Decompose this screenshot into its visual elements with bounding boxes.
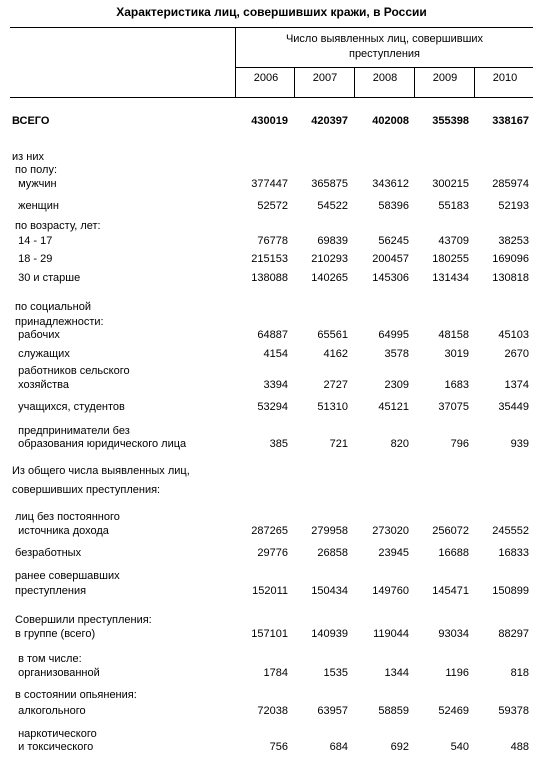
header-bottom-rule xyxy=(10,97,533,98)
cell-2010: 818 xyxy=(510,667,529,679)
cell-2006: 287265 xyxy=(251,525,288,537)
row-label: по социальной xyxy=(12,301,91,313)
cell-2009: 43709 xyxy=(438,235,469,247)
row-label: организованной xyxy=(12,667,100,679)
cell-2007: 140939 xyxy=(311,628,348,640)
row-label: служащих xyxy=(12,348,70,360)
row-label: источника дохода xyxy=(12,525,109,537)
column-group-label-line: преступления xyxy=(348,48,421,60)
cell-2008: 692 xyxy=(390,741,409,753)
cell-2009: 145471 xyxy=(432,585,469,597)
cell-2006: 756 xyxy=(269,741,288,753)
cell-2010: 59378 xyxy=(498,705,529,717)
cell-2008: 58859 xyxy=(378,705,409,717)
cell-2010: 245552 xyxy=(492,525,529,537)
cell-2006: 29776 xyxy=(257,547,288,559)
cell-2008: 2309 xyxy=(384,379,409,391)
year-divider xyxy=(354,67,355,97)
cell-2010: 52193 xyxy=(498,200,529,212)
cell-2007: 63957 xyxy=(317,705,348,717)
row-label: принадлежности: xyxy=(12,316,104,328)
cell-2008: 200457 xyxy=(372,253,409,265)
row-label: по возрасту, лет: xyxy=(12,220,101,232)
cell-2009: 93034 xyxy=(438,628,469,640)
cell-2008: 56245 xyxy=(378,235,409,247)
cell-2009: 52469 xyxy=(438,705,469,717)
cell-2007: 150434 xyxy=(311,585,348,597)
column-group-label-line: Число выявленных лиц, совершивших xyxy=(285,33,484,45)
cell-2006: 430019 xyxy=(251,115,288,127)
cell-2010: 45103 xyxy=(498,329,529,341)
cell-2007: 365875 xyxy=(311,178,348,190)
row-label: и токсического xyxy=(12,741,94,753)
row-label: 18 - 29 xyxy=(12,253,53,265)
row-label: женщин xyxy=(12,200,59,212)
cell-2010: 2670 xyxy=(504,348,529,360)
cell-2009: 3019 xyxy=(444,348,469,360)
cell-2008: 273020 xyxy=(372,525,409,537)
cell-2007: 2727 xyxy=(323,379,348,391)
cell-2007: 210293 xyxy=(311,253,348,265)
row-label: Совершили преступления: xyxy=(12,614,152,626)
cell-2010: 338167 xyxy=(492,115,529,127)
cell-2006: 377447 xyxy=(251,178,288,190)
row-label: алкогольного xyxy=(12,705,86,717)
cell-2007: 721 xyxy=(329,438,348,450)
cell-2006: 152011 xyxy=(252,585,288,597)
cell-2009: 180255 xyxy=(432,253,469,265)
table-title: Характеристика лиц, совершивших кражи, в России xyxy=(116,5,427,19)
cell-2009: 131434 xyxy=(432,272,469,284)
cell-2007: 684 xyxy=(329,741,348,753)
cell-2009: 1196 xyxy=(445,667,469,679)
cell-2007: 26858 xyxy=(317,547,348,559)
cell-2008: 58396 xyxy=(378,200,409,212)
cell-2006: 1784 xyxy=(263,667,288,679)
row-label: работников сельского xyxy=(12,365,130,377)
year-header: 2010 xyxy=(492,72,518,84)
cell-2008: 45121 xyxy=(378,401,409,413)
cell-2006: 72038 xyxy=(257,705,288,717)
cell-2007: 279958 xyxy=(311,525,348,537)
cell-2006: 52572 xyxy=(257,200,288,212)
cell-2006: 215153 xyxy=(251,253,288,265)
cell-2009: 300215 xyxy=(432,178,469,190)
cell-2007: 420397 xyxy=(311,115,348,127)
cell-2006: 4154 xyxy=(263,348,288,360)
row-label: образования юридического лица xyxy=(12,438,187,450)
row-label: из них xyxy=(12,151,44,163)
row-label: в состоянии опьянения: xyxy=(12,689,137,701)
row-label: наркотического xyxy=(12,728,97,740)
cell-2009: 55183 xyxy=(438,200,469,212)
cell-2008: 3578 xyxy=(384,348,409,360)
cell-2009: 355398 xyxy=(432,115,469,127)
cell-2006: 64887 xyxy=(257,329,288,341)
cell-2007: 4162 xyxy=(323,348,348,360)
cell-2009: 1683 xyxy=(444,379,469,391)
cell-2008: 64995 xyxy=(378,329,409,341)
cell-2008: 343612 xyxy=(372,178,409,190)
cell-2008: 1344 xyxy=(384,667,409,679)
cell-2010: 150899 xyxy=(492,585,529,597)
column-group-label xyxy=(236,32,533,62)
cell-2006: 3394 xyxy=(263,379,288,391)
cell-2009: 37075 xyxy=(438,401,469,413)
row-label: по полу: xyxy=(12,164,57,176)
cell-2007: 69839 xyxy=(317,235,348,247)
year-header: 2006 xyxy=(253,72,279,84)
row-label: 14 - 17 xyxy=(12,235,53,247)
table-header xyxy=(10,27,533,98)
row-label: Из общего числа выявленных лиц, xyxy=(12,465,190,477)
year-divider xyxy=(414,67,415,97)
row-label: ранее совершавших xyxy=(12,570,120,582)
year-header: 2008 xyxy=(372,72,398,84)
cell-2006: 138088 xyxy=(251,272,288,284)
cell-2009: 796 xyxy=(450,438,469,450)
row-label: ВСЕГО xyxy=(12,115,50,127)
year-divider xyxy=(474,67,475,97)
header-mid-rule xyxy=(235,67,533,68)
row-label: в том числе: xyxy=(12,653,82,665)
cell-2006: 76778 xyxy=(257,235,288,247)
row-label: лиц без постоянного xyxy=(12,511,120,523)
cell-2007: 54522 xyxy=(317,200,348,212)
cell-2008: 23945 xyxy=(378,547,409,559)
cell-2010: 488 xyxy=(510,741,529,753)
row-label: учащихся, студентов xyxy=(12,401,125,413)
cell-2010: 16833 xyxy=(498,547,529,559)
cell-2010: 130818 xyxy=(492,272,529,284)
row-label: 30 и старше xyxy=(12,272,81,284)
cell-2008: 119044 xyxy=(373,628,409,640)
cell-2010: 35449 xyxy=(498,401,529,413)
row-label: совершивших преступления: xyxy=(12,484,161,496)
cell-2009: 16688 xyxy=(438,547,469,559)
row-label: безработных xyxy=(12,547,82,559)
cell-2008: 402008 xyxy=(372,115,409,127)
cell-2007: 51310 xyxy=(317,401,348,413)
cell-2008: 149760 xyxy=(372,585,409,597)
row-label: хозяйства xyxy=(12,379,70,391)
cell-2007: 1535 xyxy=(323,667,348,679)
cell-2010: 169096 xyxy=(492,253,529,265)
cell-2010: 38253 xyxy=(498,235,529,247)
cell-2009: 540 xyxy=(450,741,469,753)
header-top-rule xyxy=(10,27,533,28)
cell-2007: 140265 xyxy=(311,272,348,284)
row-label: мужчин xyxy=(12,178,57,190)
cell-2006: 157101 xyxy=(251,628,288,640)
row-label: преступления xyxy=(12,585,87,597)
year-header: 2007 xyxy=(312,72,338,84)
cell-2006: 385 xyxy=(269,438,288,450)
cell-2006: 53294 xyxy=(257,401,288,413)
cell-2009: 256072 xyxy=(432,525,469,537)
cell-2010: 285974 xyxy=(492,178,529,190)
cell-2010: 1374 xyxy=(504,379,529,391)
row-label: в группе (всего) xyxy=(12,628,96,640)
cell-2008: 145306 xyxy=(372,272,409,284)
cell-2010: 88297 xyxy=(498,628,529,640)
cell-2007: 65561 xyxy=(317,329,348,341)
cell-2010: 939 xyxy=(510,438,529,450)
row-label: рабочих xyxy=(12,329,60,341)
row-label: предприниматели без xyxy=(12,425,130,437)
year-header: 2009 xyxy=(432,72,458,84)
cell-2008: 820 xyxy=(390,438,409,450)
cell-2009: 48158 xyxy=(438,329,469,341)
